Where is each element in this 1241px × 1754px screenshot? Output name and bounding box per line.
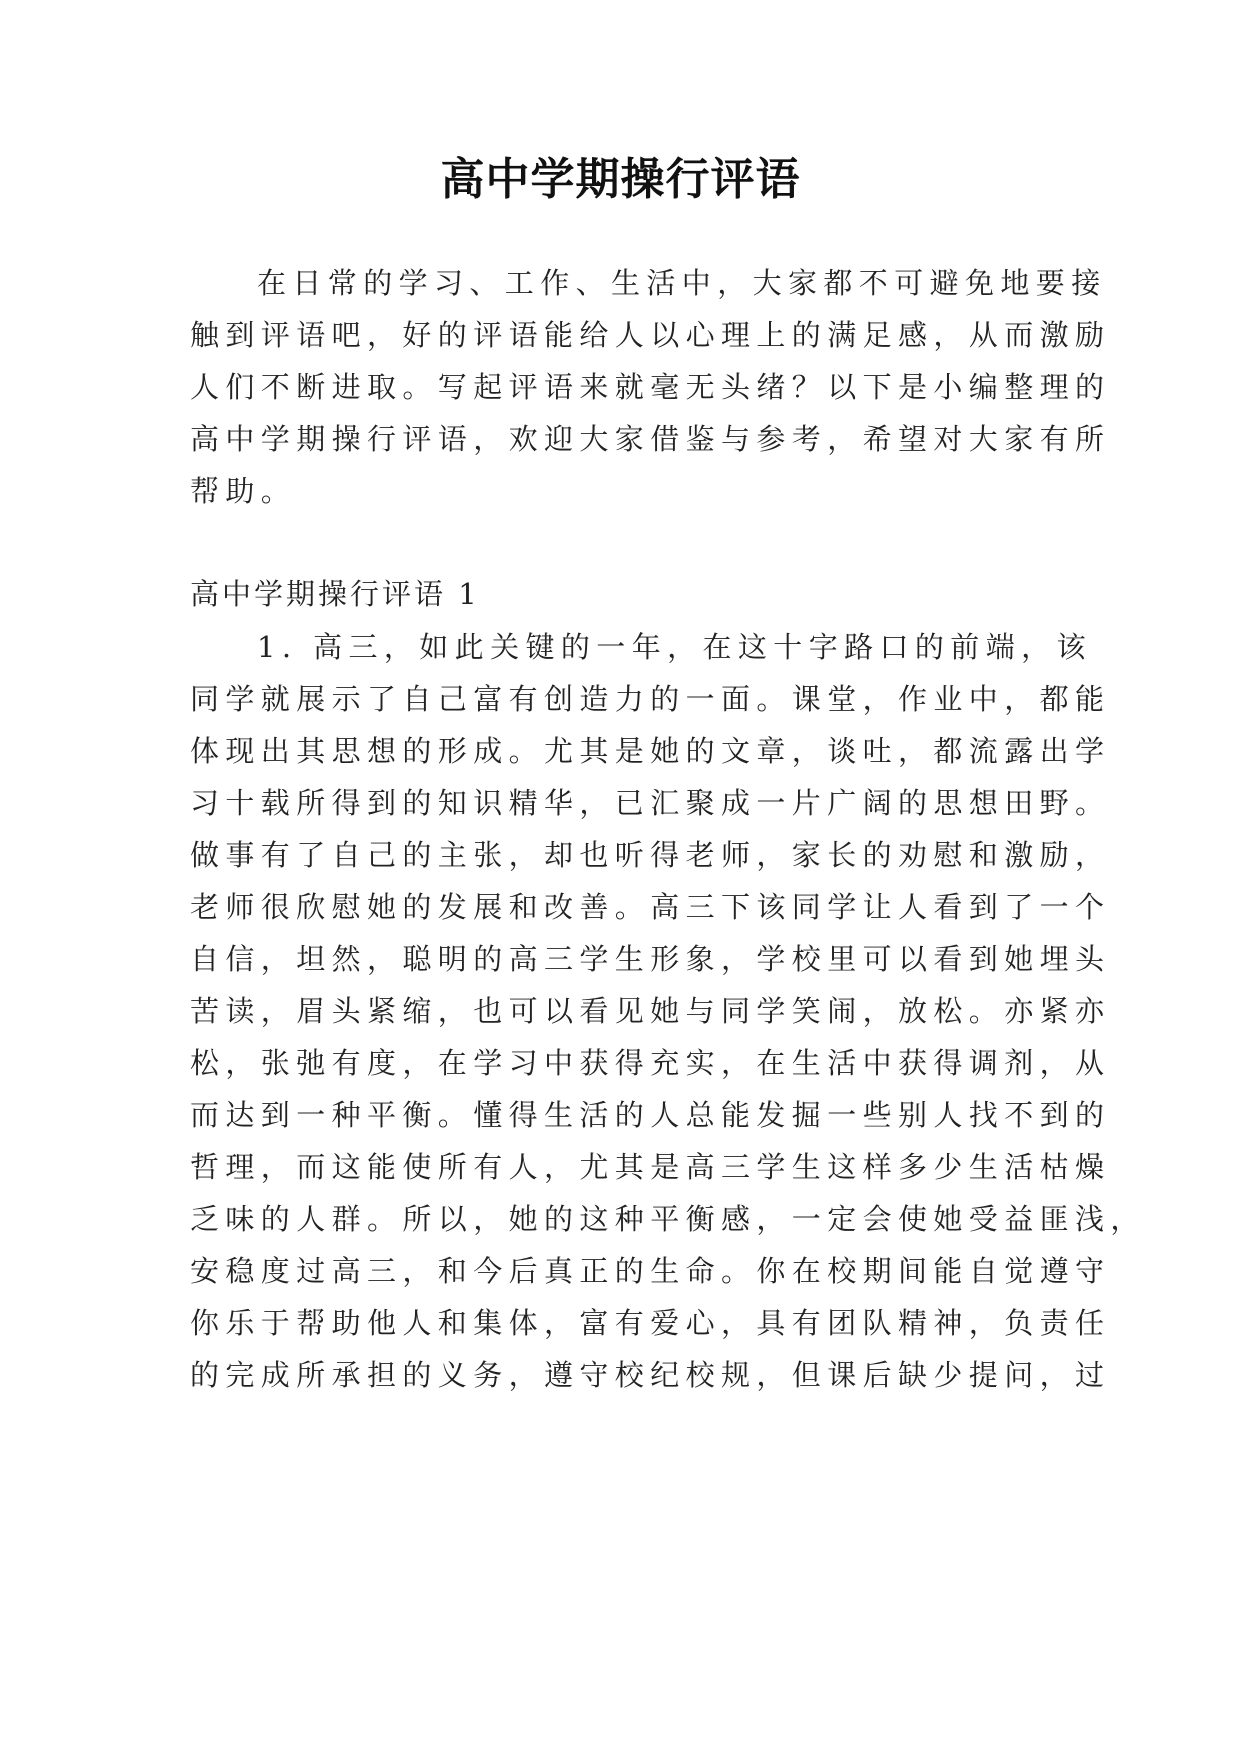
- item-line: 你乐于帮助他人和集体，富有爱心，具有团队精神，负责任: [190, 1306, 1111, 1340]
- document-title: 高中学期操行评语: [440, 154, 801, 205]
- intro-line: 人们不断进取。写起评语来就毫无头绪？以下是小编整理的: [190, 370, 1111, 404]
- item-line: 苦读，眉头紧缩，也可以看见她与同学笑闹，放松。亦紧亦: [190, 994, 1111, 1028]
- intro-line: 在日常的学习、工作、生活中，大家都不可避免地要接: [257, 266, 1107, 300]
- item-line: 1. 高三，如此关键的一年，在这十字路口的前端，该: [257, 630, 1092, 664]
- intro-line: 帮助。: [190, 474, 297, 508]
- item-line: 的完成所承担的义务，遵守校纪校规，但课后缺少提问，过: [190, 1358, 1111, 1392]
- item-line: 习十载所得到的知识精华，已汇聚成一片广阔的思想田野。: [190, 786, 1111, 820]
- item-line: 松，张弛有度，在学习中获得充实，在生活中获得调剂，从: [190, 1046, 1111, 1080]
- item-line: 哲理，而这能使所有人，尤其是高三学生这样多少生活枯燥: [190, 1150, 1111, 1184]
- item-line: 做事有了自己的主张，却也听得老师，家长的劝慰和激励，: [190, 838, 1111, 872]
- intro-line: 高中学期操行评语，欢迎大家借鉴与参考，希望对大家有所: [190, 422, 1111, 456]
- item-line: 老师很欣慰她的发展和改善。高三下该同学让人看到了一个: [190, 890, 1111, 924]
- item-line: 安稳度过高三，和今后真正的生命。你在校期间能自觉遵守: [190, 1254, 1111, 1288]
- item-line: 自信，坦然，聪明的高三学生形象，学校里可以看到她埋头: [190, 942, 1111, 976]
- item-line: 体现出其思想的形成。尤其是她的文章，谈吐，都流露出学: [190, 734, 1111, 768]
- item-line: 而达到一种平衡。懂得生活的人总能发掘一些别人找不到的: [190, 1098, 1111, 1132]
- intro-line: 触到评语吧，好的评语能给人以心理上的满足感，从而激励: [190, 318, 1111, 352]
- item-line: 乏味的人群。所以，她的这种平衡感，一定会使她受益匪浅，: [190, 1202, 1146, 1236]
- section-heading: 高中学期操行评语 1: [190, 577, 480, 611]
- item-line: 同学就展示了自己富有创造力的一面。课堂，作业中，都能: [190, 682, 1111, 716]
